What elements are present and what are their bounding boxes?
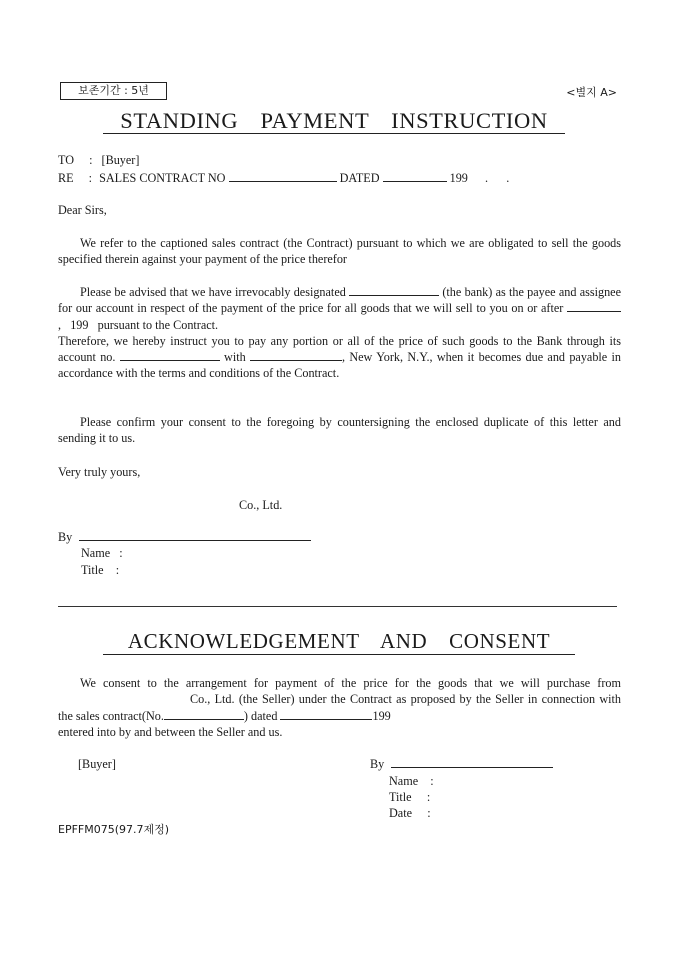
ack-part-c: ) dated xyxy=(243,708,278,723)
section-divider xyxy=(58,606,617,607)
paragraph-4 xyxy=(58,414,621,447)
start-date-blank[interactable] xyxy=(567,300,621,312)
signer-title-label: Title : xyxy=(81,563,120,577)
dated-label: DATED xyxy=(339,171,380,185)
document-title: STANDING PAYMENT INSTRUCTION xyxy=(120,108,548,133)
ack-signature-by-line xyxy=(370,756,553,772)
year-prefix: 199 xyxy=(449,171,468,185)
re-text: SALES CONTRACT NO xyxy=(99,171,226,185)
dated-blank[interactable] xyxy=(383,170,447,182)
paragraph-4-text: Please confirm your consent to the foregoing by countersigning the enclosed duplicate of this letter and sending it to us. xyxy=(58,415,621,446)
ack-name-label: Name : xyxy=(389,774,434,788)
acknowledgement-paragraph xyxy=(58,675,621,740)
date-dots: . . xyxy=(484,171,510,185)
paragraph-2 xyxy=(58,284,621,382)
title-underline xyxy=(103,133,565,134)
contract-no-blank[interactable] xyxy=(229,170,337,182)
closing: Very truly yours, xyxy=(58,465,141,479)
paragraph-3-text xyxy=(58,333,621,382)
acknowledgement-text xyxy=(58,675,621,724)
ack-signature-blank[interactable] xyxy=(391,756,553,768)
acknowledgement-text-end: entered into by and between the Seller and us. xyxy=(58,724,283,739)
retention-period-box xyxy=(60,82,167,100)
annex-label: <별지 A> xyxy=(566,86,617,99)
ack-by-label: By xyxy=(370,757,385,771)
re-colon: : xyxy=(88,171,93,185)
paragraph-1-text: We refer to the captioned sales contract (the Contract) pursuant to which we are obligated to sell the goods specified therein against your payment of the price therefor xyxy=(58,236,621,267)
paragraph-2-text xyxy=(58,284,621,333)
to-label: TO xyxy=(58,153,75,167)
para3-part-b: with xyxy=(224,350,246,365)
re-label: RE xyxy=(58,171,74,185)
account-no-blank[interactable] xyxy=(120,349,220,361)
company-name: Co., Ltd. xyxy=(239,498,283,512)
to-colon: : xyxy=(89,153,93,167)
signature-blank[interactable] xyxy=(79,529,311,541)
ack-date-label: Date : xyxy=(389,806,431,820)
to-line xyxy=(58,152,139,168)
ack-part-d: 199 xyxy=(372,708,391,723)
para2-part-a: Please be advised that we have irrevocably designated xyxy=(80,285,346,299)
ack-part-a: We consent to the arrangement for payment of the price for the goods that we will purchase from xyxy=(80,676,621,690)
acknowledgement-title: ACKNOWLEDGEMENT AND CONSENT xyxy=(127,629,551,653)
by-label: By xyxy=(58,530,73,544)
signature-by-line xyxy=(58,529,311,545)
para2-part-b: (the bank) as the payee and assignee for our account in respect of the payment of the price for all goods that we will sell to you on or after xyxy=(58,285,621,316)
para3-part-d: when it becomes due and payable in accordance with the terms and conditions of the Contract. xyxy=(58,350,621,381)
bank-name-blank[interactable] xyxy=(349,284,439,296)
ack-contract-no-blank[interactable] xyxy=(164,708,244,720)
ack-title-label: Title : xyxy=(389,790,431,804)
para2-part-c: , 199 pursuant to the Contract. xyxy=(58,317,219,332)
para3-part-c: , New York, N.Y., xyxy=(342,350,433,365)
re-line xyxy=(58,170,509,186)
bank-blank[interactable] xyxy=(250,349,342,361)
salutation: Dear Sirs, xyxy=(58,203,107,217)
retention-period-label: 보존기간 : 5년 xyxy=(78,84,149,97)
buyer-label: [Buyer] xyxy=(78,757,116,771)
paragraph-1 xyxy=(58,235,621,268)
form-code: EPFFM075(97.7제정) xyxy=(58,823,170,836)
signer-name-label: Name : xyxy=(81,546,123,560)
para3-part-a: Therefore, we hereby instruct you to pay any portion or all of the price of such goods to the Bank through its account no. xyxy=(58,333,621,365)
to-value: [Buyer] xyxy=(101,153,140,167)
ack-date-blank[interactable] xyxy=(280,708,372,720)
acknowledgement-title-underline xyxy=(103,654,575,655)
ack-part-b: Co., Ltd. (the Seller) under the Contract as proposed by the Seller in connection with the sales contract(No. xyxy=(58,692,621,723)
